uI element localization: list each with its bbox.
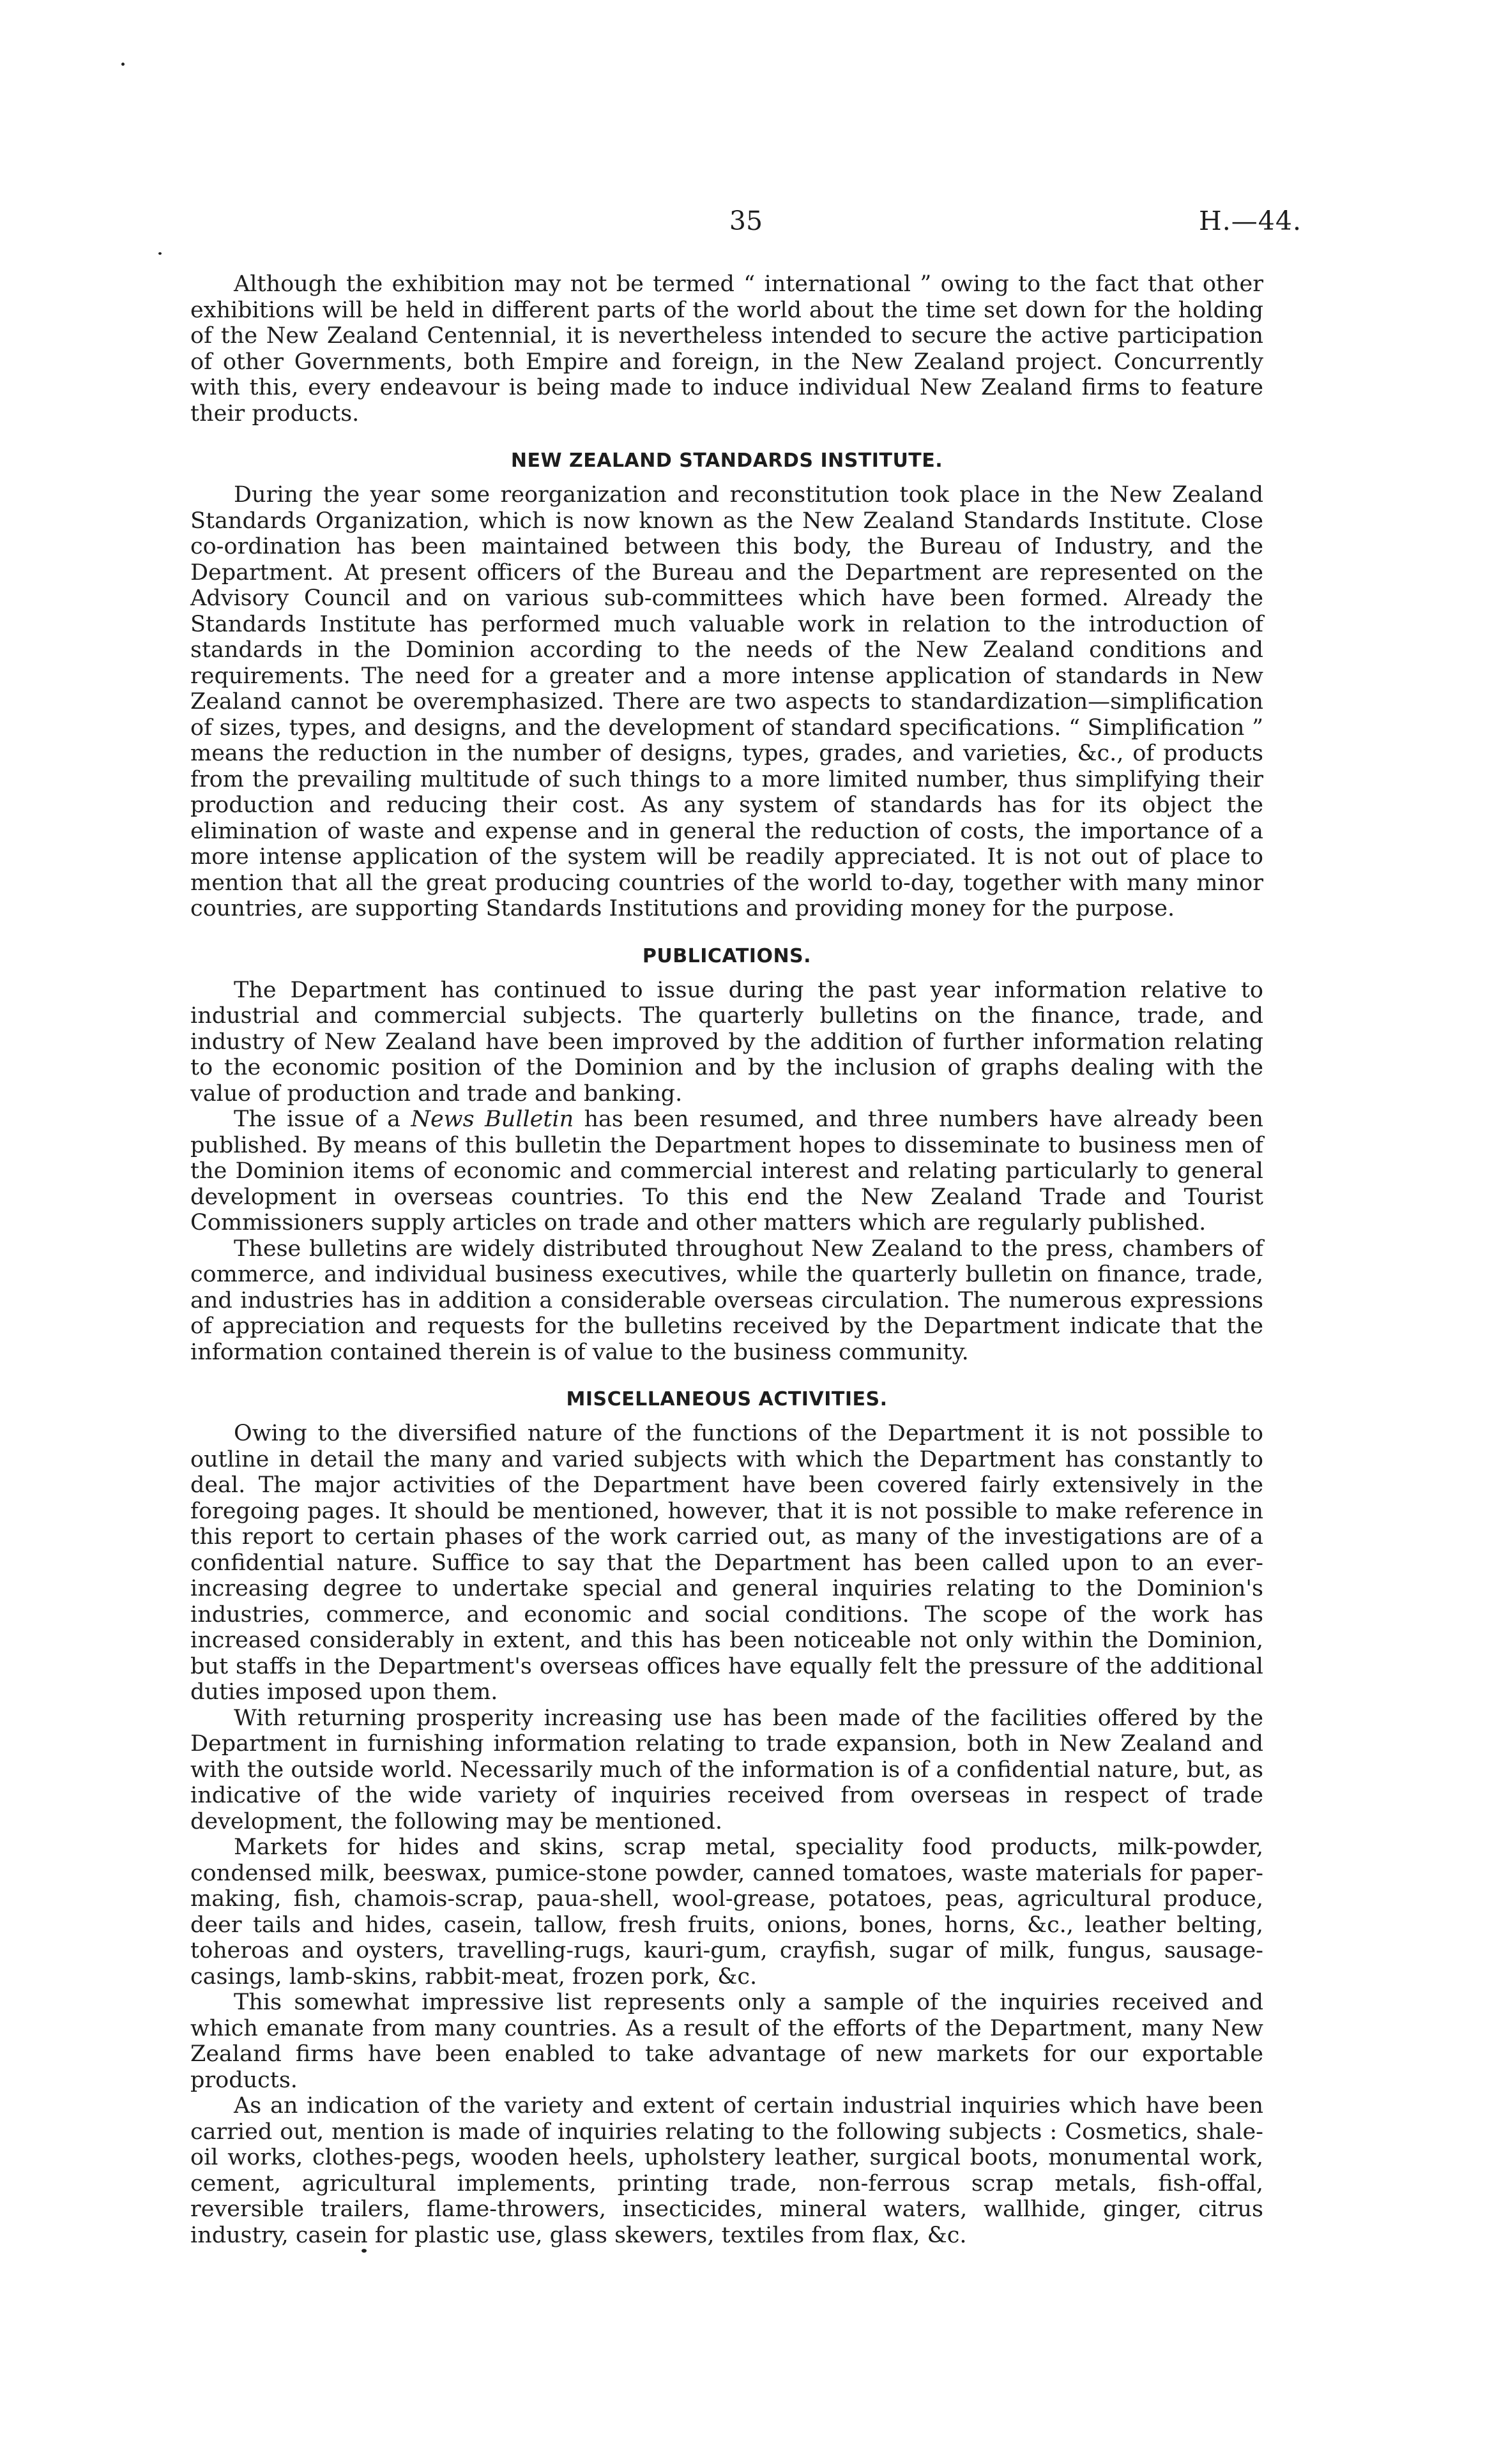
miscellaneous-paragraph-5: As an indication of the variety and extent of certain industrial inquiries which have been carried out, mention is made of inquiries relating to the following subjects : Cosmetics, shale-oil works, clothes-pegs, wooden heels, upholstery leather, surgical boots, monumental work, cement, agricultural implements, printing trade, non-ferrous scrap metals, fish-offal, reversible trailers, flame-throwers, insecticides, mineral waters, wallhide, ginger, citrus industry, casein for plastic use, glass skewers, textiles from flax, &c. (190, 2093, 1263, 2248)
miscellaneous-heading: MISCELLANEOUS ACTIVITIES. (566, 1388, 888, 1410)
scan-speck (362, 2249, 367, 2253)
document-reference: H.—44. (1199, 206, 1302, 236)
publications-paragraph-3: These bulletins are widely distributed throughout New Zealand to the press, chambers of commerce, and individual business executives, while the quarterly bulletin on finance, trade, and industries has in addition a considerable overseas circulation. The numerous expressions of appreciation and requests for the bulletins received by the Department indicate that the information contained therein is of value to the business community. (190, 1236, 1263, 1365)
paragraph-text: The issue of a (234, 1107, 411, 1132)
publications-paragraph-1: The Department has continued to issue during the past year information relative to industrial and commercial subjects. The quarterly bulletins on the finance, trade, and industry of New Zealand have been improved by the addition of further information relating to the economic position of the Dominion and by the inclusion of graphs dealing with the value of production and trade and banking. (190, 977, 1263, 1107)
miscellaneous-paragraph-4: This somewhat impressive list represents only a sample of the inquiries received and which emanate from many countries. As a result of the efforts of the Department, many New Zealand firms have been enabled to take advantage of new markets for our exportable products. (190, 1990, 1263, 2093)
miscellaneous-paragraph-1: Owing to the diversified nature of the functions of the Department it is not possible to outline in detail the many and varied subjects with which the Department has constantly to deal. The major activities of the Department have been covered fairly extensively in the foregoing pages. It should be mentioned, however, that it is not possible to make reference in this report to certain phases of the work carried out, as many of the investigations are of a confidential nature. Suffice to say that the Department has been called upon to an ever-increasing degree to undertake special and general inquiries relating to the Dominion's industries, commerce, and economic and social conditions. The scope of the work has increased considerably in extent, and this has been noticeable not only within the Dominion, but staffs in the Department's overseas offices have equally felt the pressure of the additional duties imposed upon them. (190, 1421, 1263, 1705)
page-number: 35 (729, 206, 763, 236)
publications-paragraph-2 (190, 1107, 1263, 1236)
intro-paragraph: Although the exhibition may not be termed “ international ” owing to the fact that other exhibitions will be held in different parts of the world about the time set down for the holding of the New Zealand Centennial, it is nevertheless intended to secure the active participation of other Governments, both Empire and foreign, in the New Zealand project. Concurrently with this, every endeavour is being made to induce individual New Zealand firms to feature their products. (190, 271, 1263, 427)
publications-heading: PUBLICATIONS. (642, 944, 812, 967)
standards-paragraph: During the year some reorganization and reconstitution took place in the New Zealand Standards Organization, which is now known as the New Zealand Standards Institute. Close co-ordination has been maintained between this body, the Bureau of Industry, and the Department. At present officers of the Bureau and the Department are represented on the Advisory Council and on various sub-committees which have been formed. Already the Standards Institute has performed much valuable work in relation to the introduction of standards in the Dominion according to the needs of the New Zealand conditions and requirements. The need for a greater and a more intense application of standards in New Zealand cannot be overemphasized. There are two aspects to standardization—simplification of sizes, types, and designs, and the development of standard specifications. “ Simplification ” means the reduction in the number of designs, types, grades, and varieties, &c., of products from the prevailing multitude of such things to a more limited number, thus simplifying their production and reducing their cost. As any system of standards has for its object the elimination of waste and expense and in general the reduction of costs, the importance of a more intense application of the system will be readily appreciated. It is not out of place to mention that all the great producing countries of the world to-day, together with many minor countries, are supporting Standards Institutions and providing money for the purpose. (190, 482, 1263, 921)
paragraph-text: has been resumed, and three numbers have already been published. By means of this bulletin the Department hopes to disseminate to business men of the Dominion items of economic and commercial interest and relating particularly to general development in overseas countries. To this end the New Zealand Trade and Tourist Commissioners supply articles on trade and other matters which are regularly published. (190, 1107, 1263, 1236)
scan-speck (121, 63, 125, 66)
page-header (190, 206, 1302, 244)
standards-heading: NEW ZEALAND STANDARDS INSTITUTE. (510, 450, 943, 472)
miscellaneous-paragraph-3: Markets for hides and skins, scrap metal, speciality food products, milk-powder, condensed milk, beeswax, pumice-stone powder, canned tomatoes, waste materials for paper-making, fish, chamois-scrap, paua-shell, wool-grease, potatoes, peas, agricultural produce, deer tails and hides, casein, tallow, fresh fruits, onions, bones, horns, &c., leather belting, toheroas and oysters, travelling-rugs, kauri-gum, crayfish, sugar of milk, fungus, sausage-casings, lamb-skins, rabbit-meat, frozen pork, &c. (190, 1834, 1263, 1990)
news-bulletin-title: News Bulletin (411, 1107, 574, 1132)
miscellaneous-paragraph-2: With returning prosperity increasing use has been made of the facilities offered by the Department in furnishing information relating to trade expansion, both in New Zealand and with the outside world. Necessarily much of the information is of a confidential nature, but, as indicative of the wide variety of inquiries received from overseas in respect of trade development, the following may be mentioned. (190, 1705, 1263, 1834)
page-content (190, 271, 1263, 2248)
scan-speck (158, 252, 162, 255)
